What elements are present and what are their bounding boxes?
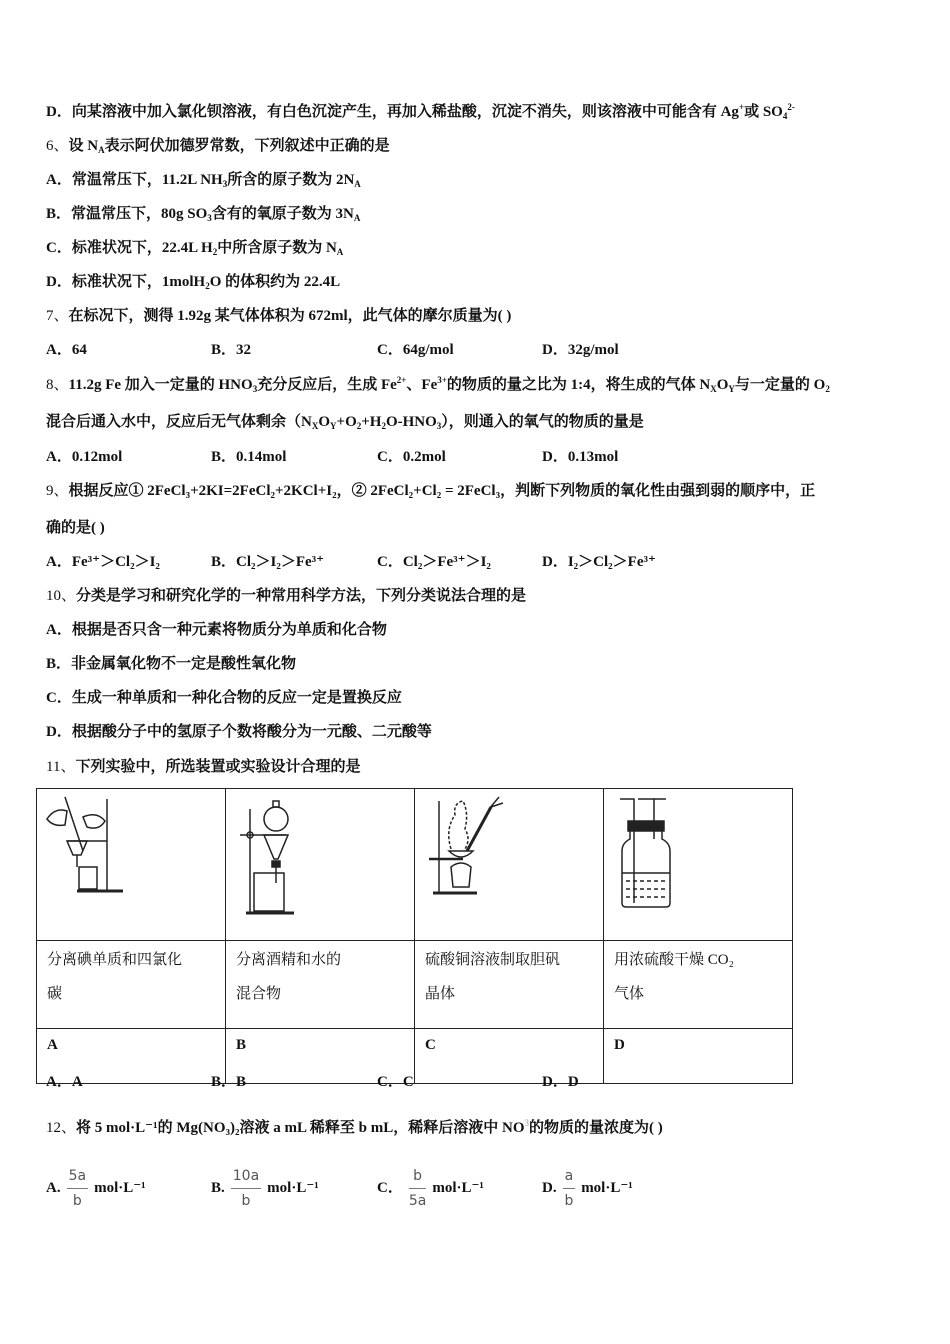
fraction bbox=[563, 1166, 576, 1211]
q7-option-d: D．32g/mol bbox=[542, 342, 619, 358]
subscript: Y bbox=[728, 384, 735, 394]
option-text: 常温常压下，80g SO bbox=[71, 206, 208, 222]
table-cell bbox=[226, 789, 415, 941]
q7-option-b: B．32 bbox=[211, 342, 252, 358]
subscript: A bbox=[353, 213, 361, 223]
option-text: 标准状况下，22.4L H bbox=[71, 240, 213, 256]
numerator: 5a bbox=[67, 1166, 89, 1189]
cell-text: 分离酒精和水的 bbox=[236, 952, 342, 968]
option-label: D. bbox=[542, 1179, 557, 1196]
question-number: 11、 bbox=[46, 759, 76, 775]
question-text: 下列实验中，所选装置或实验设计合理的是 bbox=[75, 759, 361, 775]
subscript: X bbox=[311, 421, 319, 431]
q6-option-a bbox=[46, 170, 361, 190]
subscript: 2 bbox=[825, 384, 830, 394]
fraction bbox=[409, 1166, 427, 1211]
question-text: ），则通入的氧气的物质的量是 bbox=[441, 414, 644, 430]
option-text: 向某溶液中加入氯化钡溶液，有白色沉淀产生，再加入稀盐酸，沉淀不消失，则该溶液中可能含有 Ag bbox=[71, 104, 739, 120]
table-cell bbox=[37, 941, 226, 1029]
question-number: 6、 bbox=[46, 138, 69, 154]
denominator: b bbox=[241, 1193, 251, 1209]
q9-option-b bbox=[211, 552, 324, 572]
option-label: D． bbox=[542, 554, 568, 570]
option-text: 含有的氧原子数为 3N bbox=[211, 206, 354, 222]
subscript: 2 bbox=[381, 421, 386, 431]
superscript: 2- bbox=[787, 102, 795, 112]
question-text: 设 N bbox=[68, 138, 99, 154]
denominator: 5a bbox=[408, 1193, 427, 1209]
question-text: +H bbox=[361, 414, 382, 430]
table-cell: A bbox=[37, 1029, 226, 1084]
question-number: 12、 bbox=[46, 1120, 77, 1136]
cell-text: 混合物 bbox=[236, 986, 282, 1002]
subscript: Y bbox=[330, 421, 337, 431]
evaporating-dish-apparatus-icon bbox=[415, 789, 583, 935]
q6-stem bbox=[46, 136, 390, 156]
table-cell bbox=[37, 789, 226, 941]
question-text: 11.2g Fe 加入一定量的 HNO bbox=[68, 377, 253, 393]
option-label: C． bbox=[377, 554, 403, 570]
option-text: 或 SO bbox=[744, 104, 783, 120]
cell-text: 分离碘单质和四氯化 bbox=[47, 952, 183, 968]
subscript: 2 bbox=[356, 421, 362, 431]
question-text: 在标况下，测得 1.92g 某气体体积为 672ml，此气体的摩尔质量为( ) bbox=[68, 308, 512, 324]
option-text: O 的体积约为 22.4L bbox=[209, 274, 341, 290]
q10-option-c: C．生成一种单质和一种化合物的反应一定是置换反应 bbox=[46, 690, 402, 706]
table-row-images bbox=[37, 789, 793, 941]
question-text: 分类是学习和研究化学的一种常用科学方法，下列分类说法合理的是 bbox=[76, 588, 527, 604]
separatory-funnel-apparatus-icon bbox=[226, 789, 394, 935]
numerator: a bbox=[563, 1166, 576, 1189]
question-number: 7、 bbox=[46, 308, 69, 324]
question-text: 与一定量的 O bbox=[734, 377, 826, 393]
table-cell bbox=[226, 941, 415, 1029]
q12-option-a bbox=[46, 1166, 146, 1211]
numerator: 10a bbox=[231, 1166, 261, 1189]
question-text: 混合后通入水中，反应后无气体剩余（N bbox=[46, 414, 312, 430]
superscript: + bbox=[738, 102, 745, 112]
q7-stem bbox=[46, 306, 511, 326]
option-text: I₂＞Cl₂＞Fe³⁺ bbox=[567, 554, 656, 570]
q10-stem bbox=[46, 586, 526, 606]
option-text: 所含的原子数为 2N bbox=[227, 172, 355, 188]
table-row-descriptions bbox=[37, 941, 793, 1029]
question-text: 将 5 mol·L⁻¹的 Mg(NO₃)₂溶液 a mL 稀释至 b mL，稀释后溶液中 NO bbox=[76, 1120, 525, 1136]
cell-text: 硫酸铜溶液制取胆矾 bbox=[425, 952, 561, 968]
question-text: 根据反应① 2FeCl₃+2KI=2FeCl₂+2KCl+I₂，② 2FeCl₂+Cl₂ = 2FeCl₃，判断下列物质的氧化性由强到弱的顺序中，正 bbox=[68, 483, 816, 499]
q10-option-b: B．非金属氧化物不一定是酸性氧化物 bbox=[46, 656, 297, 672]
option-text: 常温常压下，11.2L NH bbox=[71, 172, 223, 188]
option-label: B. bbox=[211, 1179, 225, 1196]
q11-option-a: A．A bbox=[46, 1074, 83, 1090]
subscript: A bbox=[354, 179, 361, 189]
cell-text: 气体 bbox=[614, 986, 645, 1002]
denominator: b bbox=[564, 1193, 574, 1209]
option-label: B． bbox=[46, 206, 72, 222]
subscript: 3 bbox=[222, 179, 228, 189]
question-text: 表示阿伏加德罗常数，下列叙述中正确的是 bbox=[104, 138, 390, 154]
cell-text: 晶体 bbox=[425, 986, 456, 1002]
subscript: A bbox=[98, 145, 105, 155]
q12-option-b bbox=[211, 1166, 319, 1211]
superscript: 3+ bbox=[437, 375, 447, 385]
question-number: 10、 bbox=[46, 588, 77, 604]
unit: mol·L⁻¹ bbox=[581, 1179, 633, 1196]
q9-stem-line1 bbox=[46, 481, 815, 501]
table-cell bbox=[604, 941, 793, 1029]
subscript: 3 bbox=[207, 213, 212, 223]
q8-option-d: D．0.13mol bbox=[542, 449, 619, 465]
q6-option-d bbox=[46, 272, 340, 292]
subscript: A bbox=[336, 247, 344, 257]
option-label: C． bbox=[46, 240, 72, 256]
experiment-table bbox=[36, 788, 793, 1084]
question-number: 9、 bbox=[46, 483, 69, 499]
q10-option-d: D．根据酸分子中的氢原子个数将酸分为一元酸、二元酸等 bbox=[46, 724, 432, 740]
q8-stem-line2 bbox=[46, 412, 644, 432]
q9-option-c bbox=[377, 552, 491, 572]
table-cell: B bbox=[226, 1029, 415, 1084]
superscript: 2+ bbox=[396, 375, 407, 385]
table-cell: C bbox=[415, 1029, 604, 1084]
table-cell bbox=[415, 789, 604, 941]
q10-option-a: A．根据是否只含一种元素将物质分为单质和化合物 bbox=[46, 622, 387, 638]
unit: mol·L⁻¹ bbox=[94, 1179, 146, 1196]
q6-option-b bbox=[46, 204, 360, 224]
option-label: A. bbox=[46, 1179, 61, 1196]
subscript: 2 bbox=[205, 281, 210, 291]
q9-option-a bbox=[46, 552, 160, 572]
q11-stem bbox=[46, 757, 360, 777]
q8-option-c: C．0.2mol bbox=[377, 449, 446, 465]
option-label: D． bbox=[46, 274, 72, 290]
q9-stem-line2: 确的是( ) bbox=[46, 520, 105, 536]
question-number: 8、 bbox=[46, 377, 69, 393]
filtration-apparatus-icon bbox=[37, 789, 205, 935]
q9-option-d bbox=[542, 552, 656, 572]
cell-text: 用浓硫酸干燥 CO₂ bbox=[614, 952, 734, 968]
table-cell bbox=[604, 789, 793, 941]
subscript: 3 bbox=[436, 421, 442, 431]
q11-option-d: D．D bbox=[542, 1074, 579, 1090]
fraction bbox=[231, 1166, 261, 1211]
q7-option-a: A．64 bbox=[46, 342, 87, 358]
option-label: C． bbox=[377, 1179, 403, 1196]
option-text: 标准状况下，1molH bbox=[71, 274, 206, 290]
option-text: Cl₂＞I₂＞Fe³⁺ bbox=[236, 554, 325, 570]
table-row-labels bbox=[37, 1029, 793, 1084]
unit: mol·L⁻¹ bbox=[267, 1179, 319, 1196]
option-text: Cl₂＞Fe³⁺＞I₂ bbox=[402, 554, 491, 570]
question-text: 的物质的量浓度为( ) bbox=[529, 1120, 663, 1136]
option-label: D． bbox=[46, 104, 72, 120]
option-text: Fe³⁺＞Cl₂＞I₂ bbox=[71, 554, 160, 570]
q8-option-b: B．0.14mol bbox=[211, 449, 287, 465]
q8-stem-line1 bbox=[46, 375, 830, 395]
subscript: X bbox=[710, 384, 717, 394]
cell-text: 碳 bbox=[47, 986, 63, 1002]
option-label: B． bbox=[211, 554, 237, 570]
question-text: O bbox=[318, 414, 331, 430]
q6-option-c bbox=[46, 238, 343, 258]
denominator: b bbox=[72, 1193, 82, 1209]
q12-option-c bbox=[377, 1166, 484, 1211]
fraction bbox=[67, 1166, 89, 1211]
superscript: 3 bbox=[524, 1118, 530, 1128]
q11-option-b: B．B bbox=[211, 1074, 247, 1090]
unit: mol·L⁻¹ bbox=[432, 1179, 484, 1196]
q12-stem bbox=[46, 1118, 663, 1138]
subscript: 4 bbox=[782, 111, 788, 121]
numerator: b bbox=[409, 1166, 427, 1189]
q11-option-c: C．C bbox=[377, 1074, 414, 1090]
subscript: 2 bbox=[212, 247, 218, 257]
q12-option-d bbox=[542, 1166, 633, 1211]
table-cell bbox=[415, 941, 604, 1029]
question-text: 、Fe bbox=[406, 377, 438, 393]
table-cell: D bbox=[604, 1029, 793, 1084]
option-label: A． bbox=[46, 172, 72, 188]
option-label: A． bbox=[46, 554, 72, 570]
question-text: 的物质的量之比为 1:4，将生成的气体 N bbox=[446, 377, 711, 393]
q5-option-d bbox=[46, 102, 795, 122]
question-text: +O bbox=[336, 414, 357, 430]
question-text: 充分反应后，生成 Fe bbox=[257, 377, 397, 393]
option-text: 中所含原子数为 N bbox=[217, 240, 337, 256]
q7-option-c: C．64g/mol bbox=[377, 342, 454, 358]
question-text: O-HNO bbox=[385, 414, 437, 430]
gas-washing-bottle-icon bbox=[604, 789, 772, 935]
question-text: O bbox=[716, 377, 729, 393]
subscript: 3 bbox=[252, 384, 258, 394]
q8-option-a: A．0.12mol bbox=[46, 449, 123, 465]
